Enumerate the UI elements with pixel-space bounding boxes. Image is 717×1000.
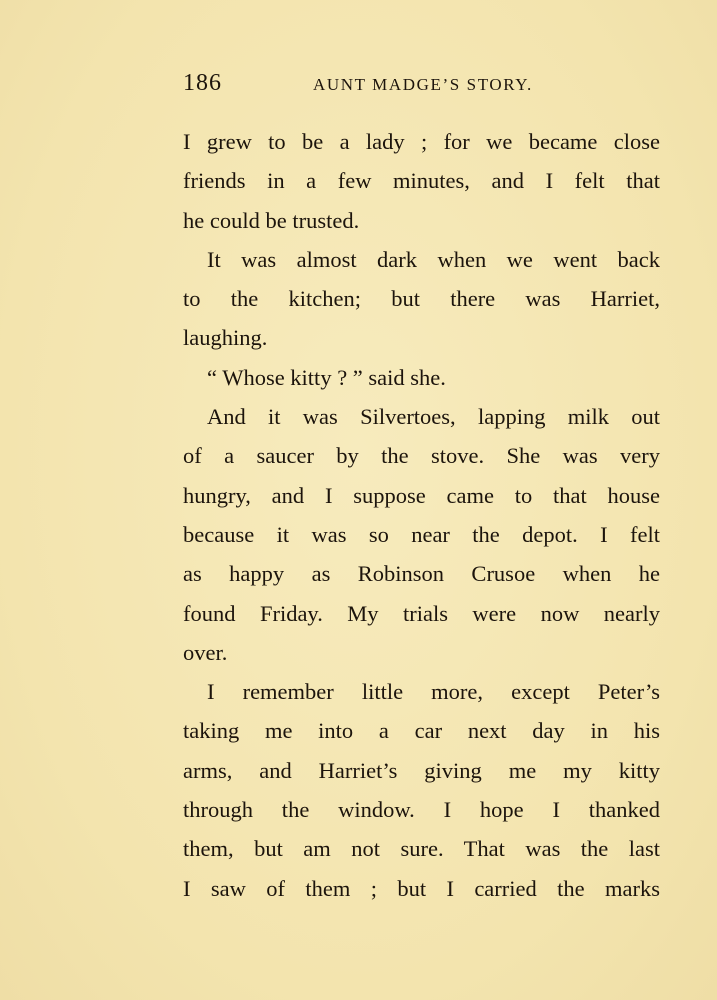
running-title: AUNT MADGE’S STORY. [313, 75, 533, 94]
text-line: I grew to be a lady ; for we became close [183, 129, 660, 154]
running-head [183, 70, 657, 104]
text-line: taking me into a car next day in his [183, 718, 660, 744]
text-line: he could be trusted. [183, 207, 360, 233]
body-text [183, 122, 660, 908]
page-number: 186 [183, 70, 222, 96]
text-line: arms, and Harriet’s giving me my kitty [183, 757, 660, 783]
text-line: to the kitchen; but there was Harriet, [183, 286, 660, 312]
text-line: them, but am not sure. That was the last [183, 836, 660, 862]
text-line: And it was Silvertoes, lapping milk out [207, 404, 660, 430]
text-line: I remember little more, except Peter’s [207, 679, 660, 705]
text-line: laughing. [183, 325, 268, 351]
text-line: found Friday. My trials were now nearly [183, 600, 660, 626]
text-line: over. [183, 639, 228, 665]
text-line: as happy as Robinson Crusoe when he [183, 561, 660, 587]
text-line: hungry, and I suppose came to that house [183, 482, 660, 508]
text-line: It was almost dark when we went back [207, 246, 660, 272]
text-line: because it was so near the depot. I felt [183, 521, 660, 547]
text-line: I saw of them ; but I carried the marks [183, 875, 660, 901]
text-line: through the window. I hope I thanked [183, 797, 660, 823]
text-line: “ Whose kitty ? ” said she. [207, 364, 446, 390]
text-line: friends in a few minutes, and I felt that [183, 168, 660, 194]
text-line: of a saucer by the stove. She was very [183, 443, 660, 469]
